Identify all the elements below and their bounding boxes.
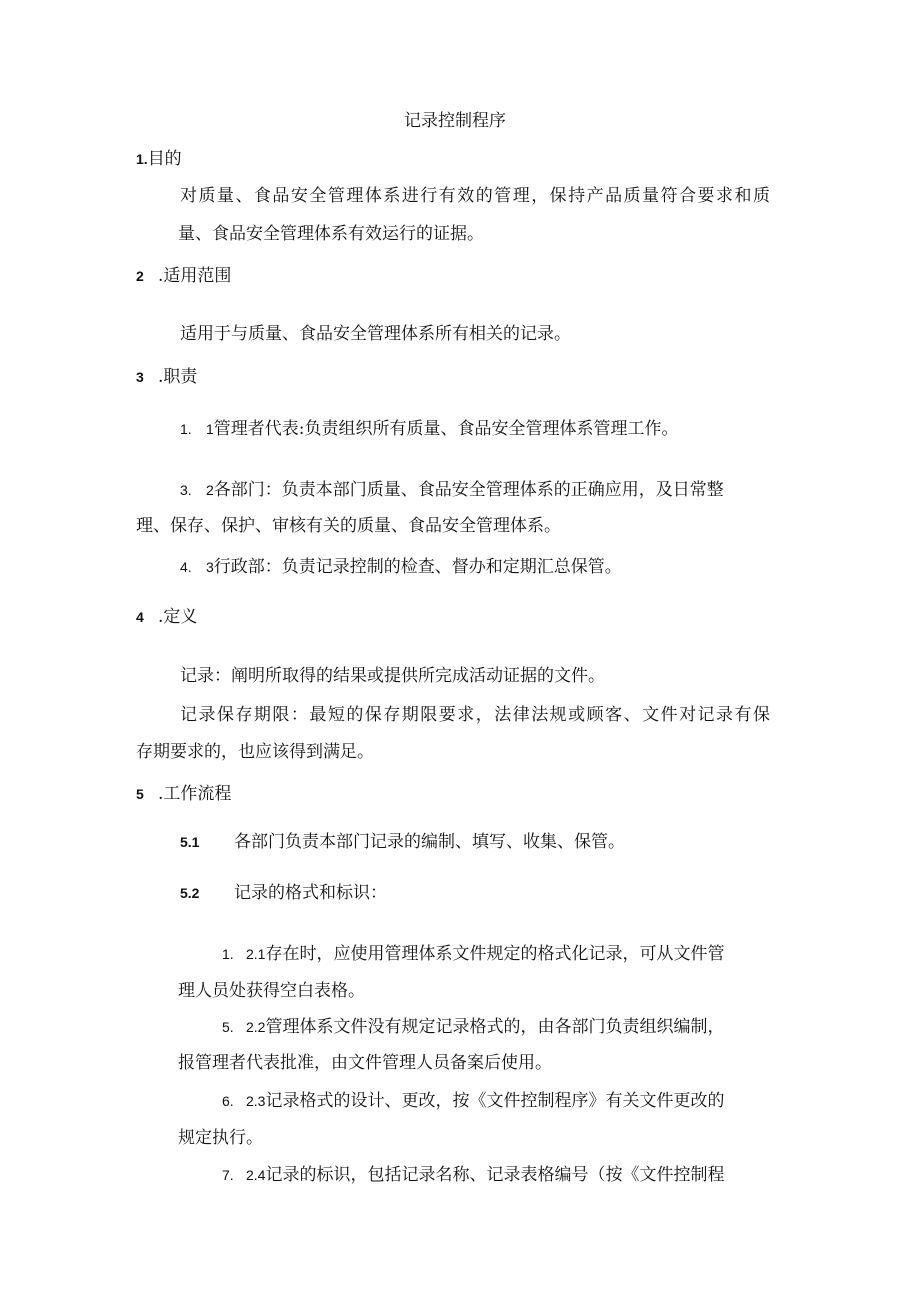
list-item (180, 556, 622, 578)
section-3-heading (136, 366, 197, 388)
list-text: 行政部：负责记录控制的检查、督办和定期汇总保管。 (213, 557, 622, 577)
list-item (222, 943, 724, 965)
list-item (180, 418, 679, 440)
list-text: 各部门：负责本部门质量、食品安全管理体系的正确应用，及日常整 (213, 480, 724, 500)
paragraph-line: 报管理者代表批准，由文件管理人员备案后使用。 (178, 1053, 552, 1073)
section-2-heading (136, 265, 231, 287)
list-subnumber: 1 (206, 421, 214, 437)
list-subnumber: 2.2 (246, 1019, 266, 1035)
list-text: 记录的格式和标识： (234, 883, 387, 903)
list-text: 记录的标识，包括记录名称、记录表格编号（按《文件控制程 (265, 1165, 725, 1185)
list-text: 各部门负责本部门记录的编制、填写、收集、保管。 (234, 832, 625, 852)
list-item (222, 1016, 724, 1038)
paragraph-line: 理、保存、保护、审核有关的质量、食品安全管理体系。 (136, 516, 561, 536)
list-number: 1. (180, 421, 192, 437)
section-title: 目的 (147, 149, 182, 169)
list-subnumber: 2.1 (246, 946, 266, 962)
list-text: 存在时，应使用管理体系文件规定的格式化记录，可从文件管 (265, 944, 725, 964)
list-number: 3. (180, 482, 192, 498)
section-number: 2 (136, 268, 144, 284)
section-number: 1. (136, 151, 148, 167)
paragraph-line: 对质量、食品安全管理体系进行有效的管理，保持产品质量符合要求和质 (180, 186, 770, 206)
list-item (180, 882, 387, 904)
list-text: 记录格式的设计、更改，按《文件控制程序》有关文件更改的 (265, 1091, 725, 1111)
paragraph-line: 规定执行。 (178, 1128, 263, 1148)
paragraph-line: 量、食品安全管理体系有效运行的证据。 (178, 224, 484, 244)
list-text: 管理者代表:负责组织所有质量、食品安全管理体系管理工作。 (213, 419, 679, 439)
paragraph-line: 记录保存期限：最短的保存期限要求，法律法规或顾客、文件对记录有保 (180, 705, 770, 725)
list-subnumber: 3 (206, 559, 214, 575)
section-4-heading (136, 606, 197, 628)
paragraph-line: 适用于与质量、食品安全管理体系所有相关的记录。 (180, 324, 571, 344)
section-1-heading (136, 148, 182, 170)
section-5-heading (136, 783, 231, 805)
list-number: 5.1 (180, 834, 200, 850)
list-number: 1. (222, 946, 234, 962)
paragraph-line: 存期要求的，也应该得到满足。 (136, 742, 374, 762)
list-subnumber: 2.3 (246, 1093, 266, 1109)
document-title: 记录控制程序 (404, 111, 506, 131)
section-title: .定义 (158, 607, 198, 627)
section-title: .工作流程 (158, 784, 232, 804)
list-item (180, 831, 625, 853)
list-item (222, 1090, 724, 1112)
paragraph-line: 理人员处获得空白表格。 (178, 981, 365, 1001)
section-title: .职责 (158, 367, 198, 387)
list-item (222, 1164, 724, 1186)
section-title: .适用范围 (158, 266, 232, 286)
section-number: 4 (136, 609, 144, 625)
list-number: 4. (180, 559, 192, 575)
paragraph-line: 记录：阐明所取得的结果或提供所完成活动证据的文件。 (180, 666, 605, 686)
section-number: 3 (136, 369, 144, 385)
list-number: 7. (222, 1167, 234, 1183)
section-number: 5 (136, 786, 144, 802)
list-subnumber: 2 (206, 482, 214, 498)
list-item (180, 479, 724, 501)
list-text: 管理体系文件没有规定记录格式的，由各部门负责组织编制， (265, 1017, 725, 1037)
list-number: 5. (222, 1019, 234, 1035)
list-number: 5.2 (180, 885, 200, 901)
list-subnumber: 2.4 (246, 1167, 266, 1183)
list-number: 6. (222, 1093, 234, 1109)
